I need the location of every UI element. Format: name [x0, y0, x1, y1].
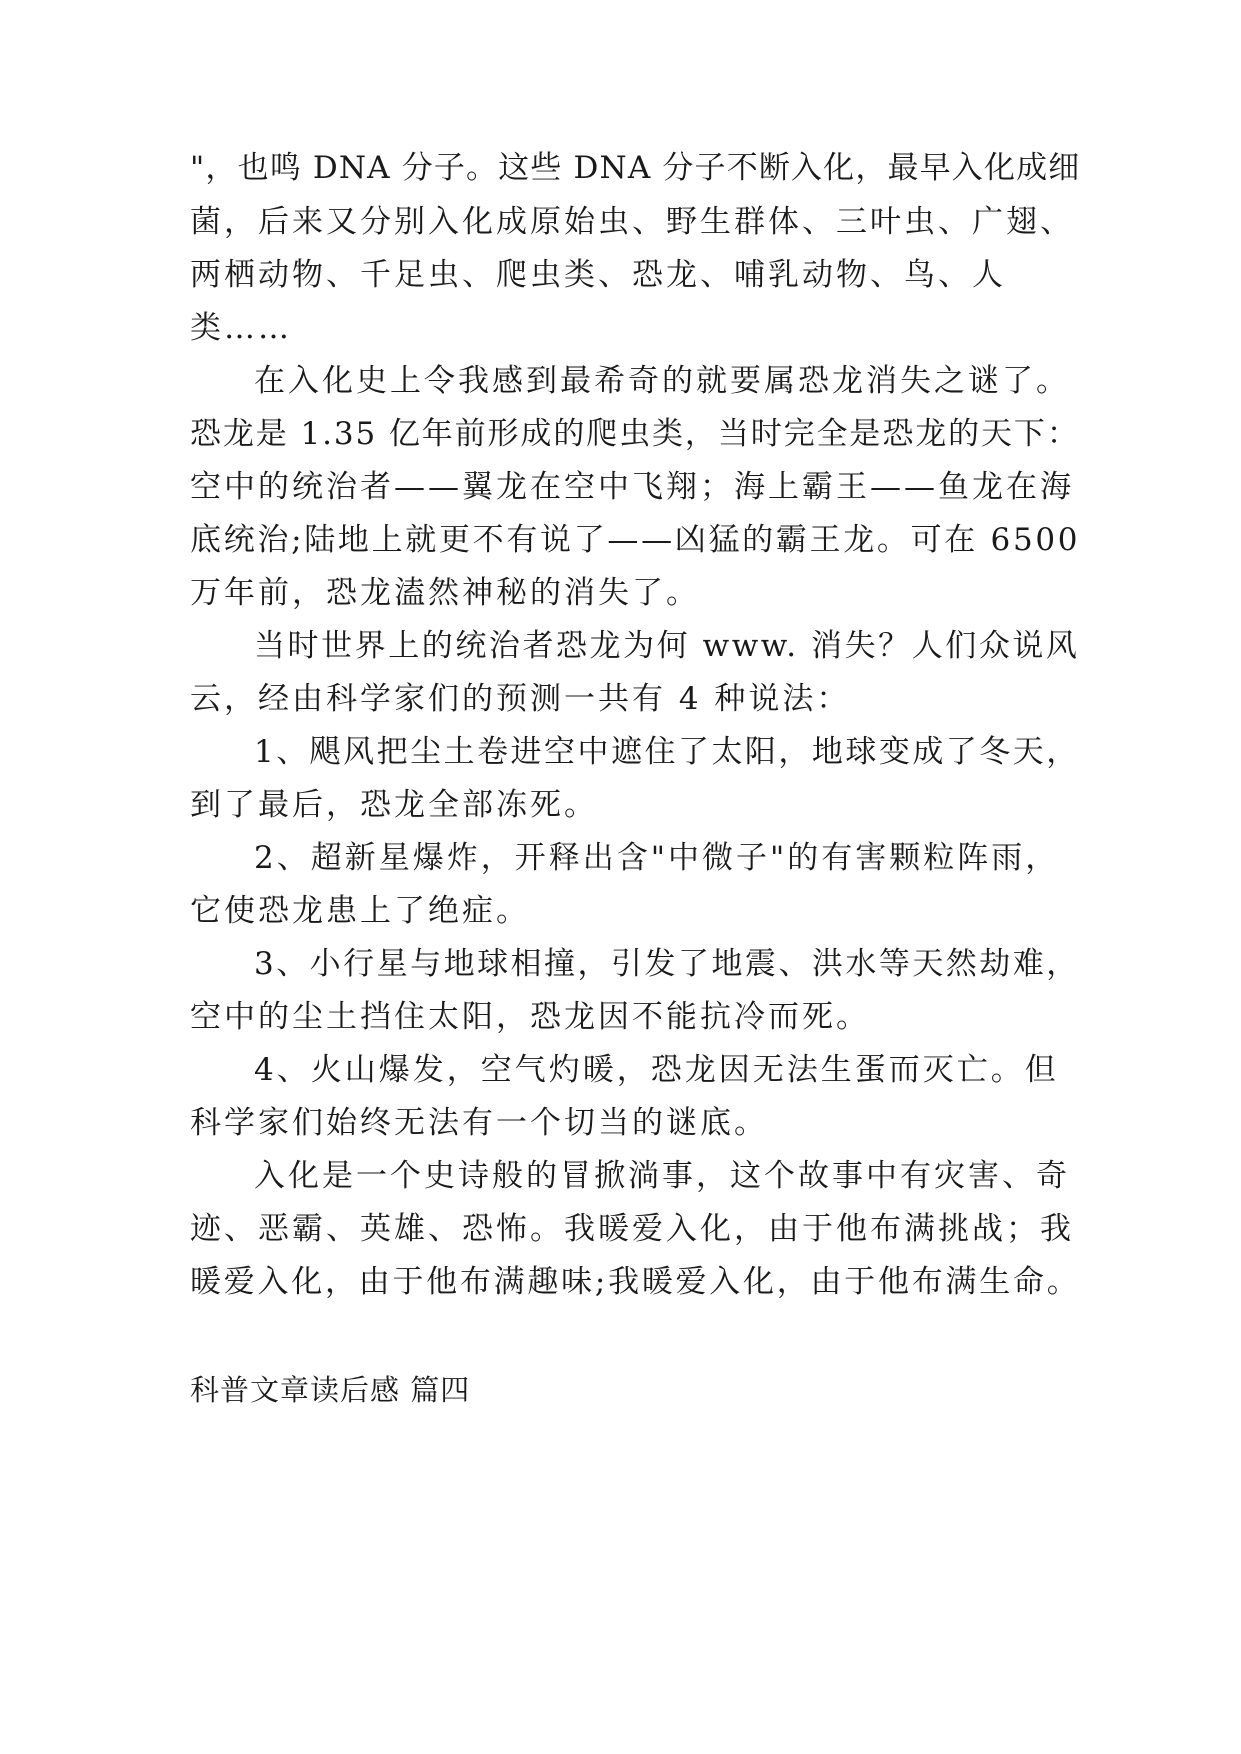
text-line: 底统治;陆地上就更不有说了——凶猛的霸王龙。可在 6500 [190, 522, 1081, 558]
text-line: 菌，后来又分别入化成原始虫、野生群体、三叶虫、广翅、 [190, 204, 1074, 240]
list-item-3-line: 3、小行星与地球相撞，引发了地震、洪水等天然劫难， [254, 946, 1080, 982]
text-line: 空中的统治者——翼龙在空中飞翔；海上霸王——鱼龙在海 [190, 469, 1074, 505]
text-line: 万年前，恐龙溘然神秘的消失了。 [190, 575, 700, 611]
paragraph-start-line: 入化是一个史诗般的冒掀淌事，这个故事中有灾害、奇 [254, 1158, 1070, 1194]
text-line: 暖爱入化，由于他布满趣味;我暖爱入化，由于他布满生命。 [190, 1264, 1081, 1300]
paragraph-start-line: 当时世界上的统治者恐龙为何 www. 消失？人们众说风 [254, 628, 1080, 664]
list-item-2-line: 2、超新星爆炸，开释出含"中微子"的有害颗粒阵雨， [254, 840, 1060, 876]
paragraph-start-line: 在入化史上令我感到最希奇的就要属恐龙消失之谜了。 [254, 363, 1070, 399]
text-line: 空中的尘土挡住太阳，恐龙因不能抗冷而死。 [190, 999, 870, 1035]
text-line: 科学家们始终无法有一个切当的谜底。 [190, 1105, 768, 1141]
text-line: 它使恐龙患上了绝症。 [190, 893, 530, 929]
list-item-4-line: 4、火山爆发，空气灼暖，恐龙因无法生蛋而灭亡。但 [254, 1052, 1059, 1088]
text-line: 恐龙是 1.35 亿年前形成的爬虫类，当时完全是恐龙的天下： [190, 416, 1080, 452]
text-line: 云，经由科学家们的预测一共有 4 种说法： [190, 681, 851, 717]
text-line: 两栖动物、千足虫、爬虫类、恐龙、哺乳动物、鸟、人 [190, 257, 1006, 293]
text-line: 迹、恶霸、英雄、恐怖。我暖爱入化，由于他布满挑战；我 [190, 1211, 1074, 1247]
text-line: 到了最后，恐龙全部冻死。 [190, 787, 598, 823]
text-line: 类…… [190, 310, 292, 346]
list-item-1-line: 1、飓风把尘土卷进空中遮住了太阳，地球变成了冬天， [254, 734, 1080, 770]
text-line: "，也鸣 DNA 分子。这些 DNA 分子不断入化，最早入化成细 [190, 150, 1081, 186]
section-heading: 科普文章读后感 篇四 [190, 1373, 471, 1407]
